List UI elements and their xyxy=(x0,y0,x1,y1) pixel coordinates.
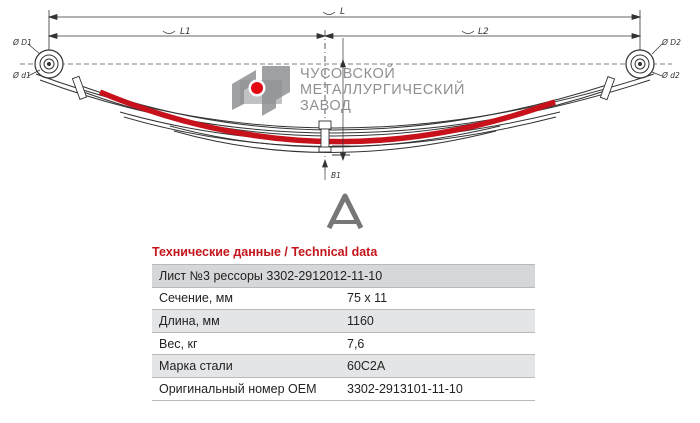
logo-line-1: ЧУСОВСКОЙ xyxy=(300,66,396,82)
dimension-l2-label: L2 xyxy=(478,27,489,37)
right-eye xyxy=(626,44,662,78)
table-row xyxy=(152,287,535,310)
table-row xyxy=(152,332,535,355)
technical-data-table xyxy=(152,264,535,401)
dimension-d1-outer-label: Ø D1 xyxy=(13,38,32,47)
row-value-section: 75 x 11 xyxy=(340,287,535,310)
row-value-length: 1160 xyxy=(340,310,535,333)
technical-data-title: Технические данные / Technical data xyxy=(152,245,378,259)
row-label-steel-grade: Марка стали xyxy=(152,355,340,378)
table-header-cell: Лист №3 рессоры 3302-2912012-11-10 xyxy=(152,265,535,288)
row-value-oem: 3302-2913101-11-10 xyxy=(340,377,535,400)
center-bolt xyxy=(319,121,350,155)
factory-logo-icon xyxy=(232,66,290,116)
dimension-d1-inner-label: Ø d1 xyxy=(13,71,31,80)
dimension-l1-label: L1 xyxy=(180,27,191,37)
row-value-weight: 7,6 xyxy=(340,332,535,355)
table-row xyxy=(152,355,535,378)
dimension-l-label: L xyxy=(340,7,346,17)
row-label-length: Длина, мм xyxy=(152,310,340,333)
left-eye xyxy=(28,44,63,78)
table-row xyxy=(152,377,535,400)
dimension-b1-label: B1 xyxy=(331,171,341,180)
row-label-oem: Оригинальный номер OEM xyxy=(152,377,340,400)
factory-logo-text xyxy=(300,66,465,114)
logo-line-3: ЗАВОД xyxy=(300,98,352,114)
dimension-d2-outer-label: Ø D2 xyxy=(662,38,681,47)
row-label-weight: Вес, кг xyxy=(152,332,340,355)
table-header-row xyxy=(152,265,535,288)
row-value-steel-grade: 60С2А xyxy=(340,355,535,378)
delta-symbol-icon xyxy=(329,196,361,228)
table-row xyxy=(152,310,535,333)
logo-line-2: МЕТАЛЛУРГИЧЕСКИЙ xyxy=(300,82,466,98)
row-label-section: Сечение, мм xyxy=(152,287,340,310)
dimension-d2-inner-label: Ø d2 xyxy=(662,71,680,80)
